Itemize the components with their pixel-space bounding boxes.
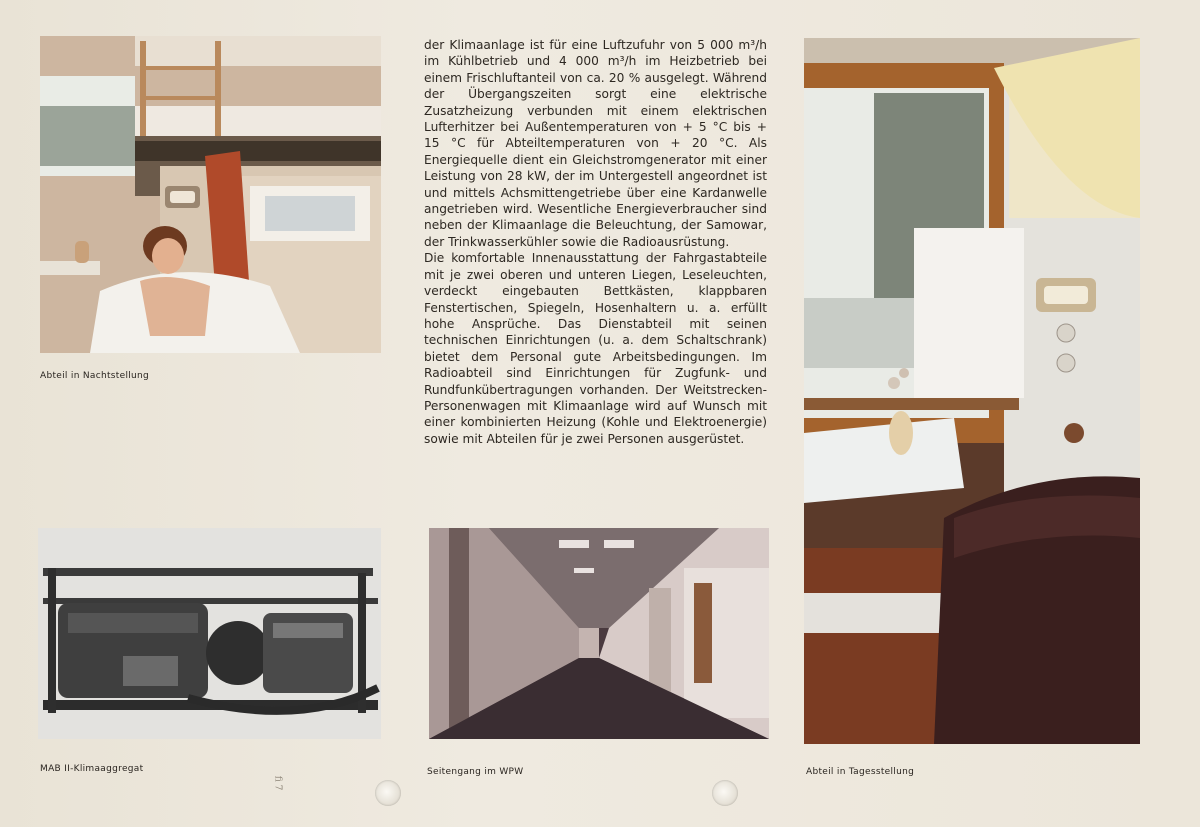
- photo-side-corridor-image: [429, 528, 769, 739]
- caption-side-corridor: Seitengang im WPW: [427, 767, 524, 777]
- body-paragraph-1: der Klimaanlage ist für eine Luftzufuhr von 5 000 m³/h im Kühlbetrieb und 4 000 m³/h im Heizbetrieb bei einem Frischluftanteil von ca. 20 % ausgelegt. Während der Übergangszeiten sorgt eine elektrische Zusatzheizung verbunden mit einem elektrischen Lufterhitzer bei Außentemperaturen von + 5 °C bis + 15 °C für Abteiltemperaturen von + 20 °C. Als Energiequelle dient ein Gleichstromgenerator mit einer Leistung von 28 kW, der im Untergestell angeordnet ist und mittels Achsmittengetriebe über eine Kardanwelle angetrieben wird. Wesentliche Energieverbraucher sind neben der Klimaanlage die Beleuchtung, der Samowar, der Trinkwasserkühler sowie die Radioausrüstung.: [424, 38, 767, 249]
- binder-hole-left: [375, 780, 401, 806]
- caption-climate-unit: MAB II-Klimaaggregat: [40, 764, 144, 774]
- photo-climate-unit-image: [38, 528, 381, 739]
- photo-compartment-day: [804, 38, 1140, 744]
- binder-hole-right: [712, 780, 738, 806]
- body-paragraph-2: Die komfortable Innenausstattung der Fahrgastabteile mit je zwei oberen und unteren Liegen, Leseleuchten, verdeckt eingebauten Bettkästen, klappbaren Fenstertischen, Spiegeln, Hosenhaltern u. a. erfüllt hohe Ansprüche. Das Dienstabteil mit seinen technischen Einrichtungen (u. a. dem Schaltschrank) bietet dem Personal gute Arbeitsbedingungen. Im Radioabteil sind Einrichtungen für Zugfunk- und Rundfunkübertragungen vorhanden. Der Weitstrecken-Personenwagen mit Klimaanlage wird auf Wunsch mit einer kombinierten Heizung (Kohle und Elektroenergie) sowie mit Abteilen für je zwei Personen ausgerüstet.: [424, 251, 767, 446]
- photo-climate-unit: [38, 528, 381, 739]
- margin-pencil-mark: fi 7: [272, 775, 283, 791]
- photo-compartment-night: [40, 36, 381, 353]
- photo-compartment-night-image: [40, 36, 381, 353]
- photo-side-corridor: [429, 528, 769, 739]
- caption-compartment-day: Abteil in Tagesstellung: [806, 767, 915, 777]
- body-text-column: [424, 37, 767, 447]
- caption-compartment-night: Abteil in Nachtstellung: [40, 371, 150, 381]
- photo-compartment-day-image: [804, 38, 1140, 744]
